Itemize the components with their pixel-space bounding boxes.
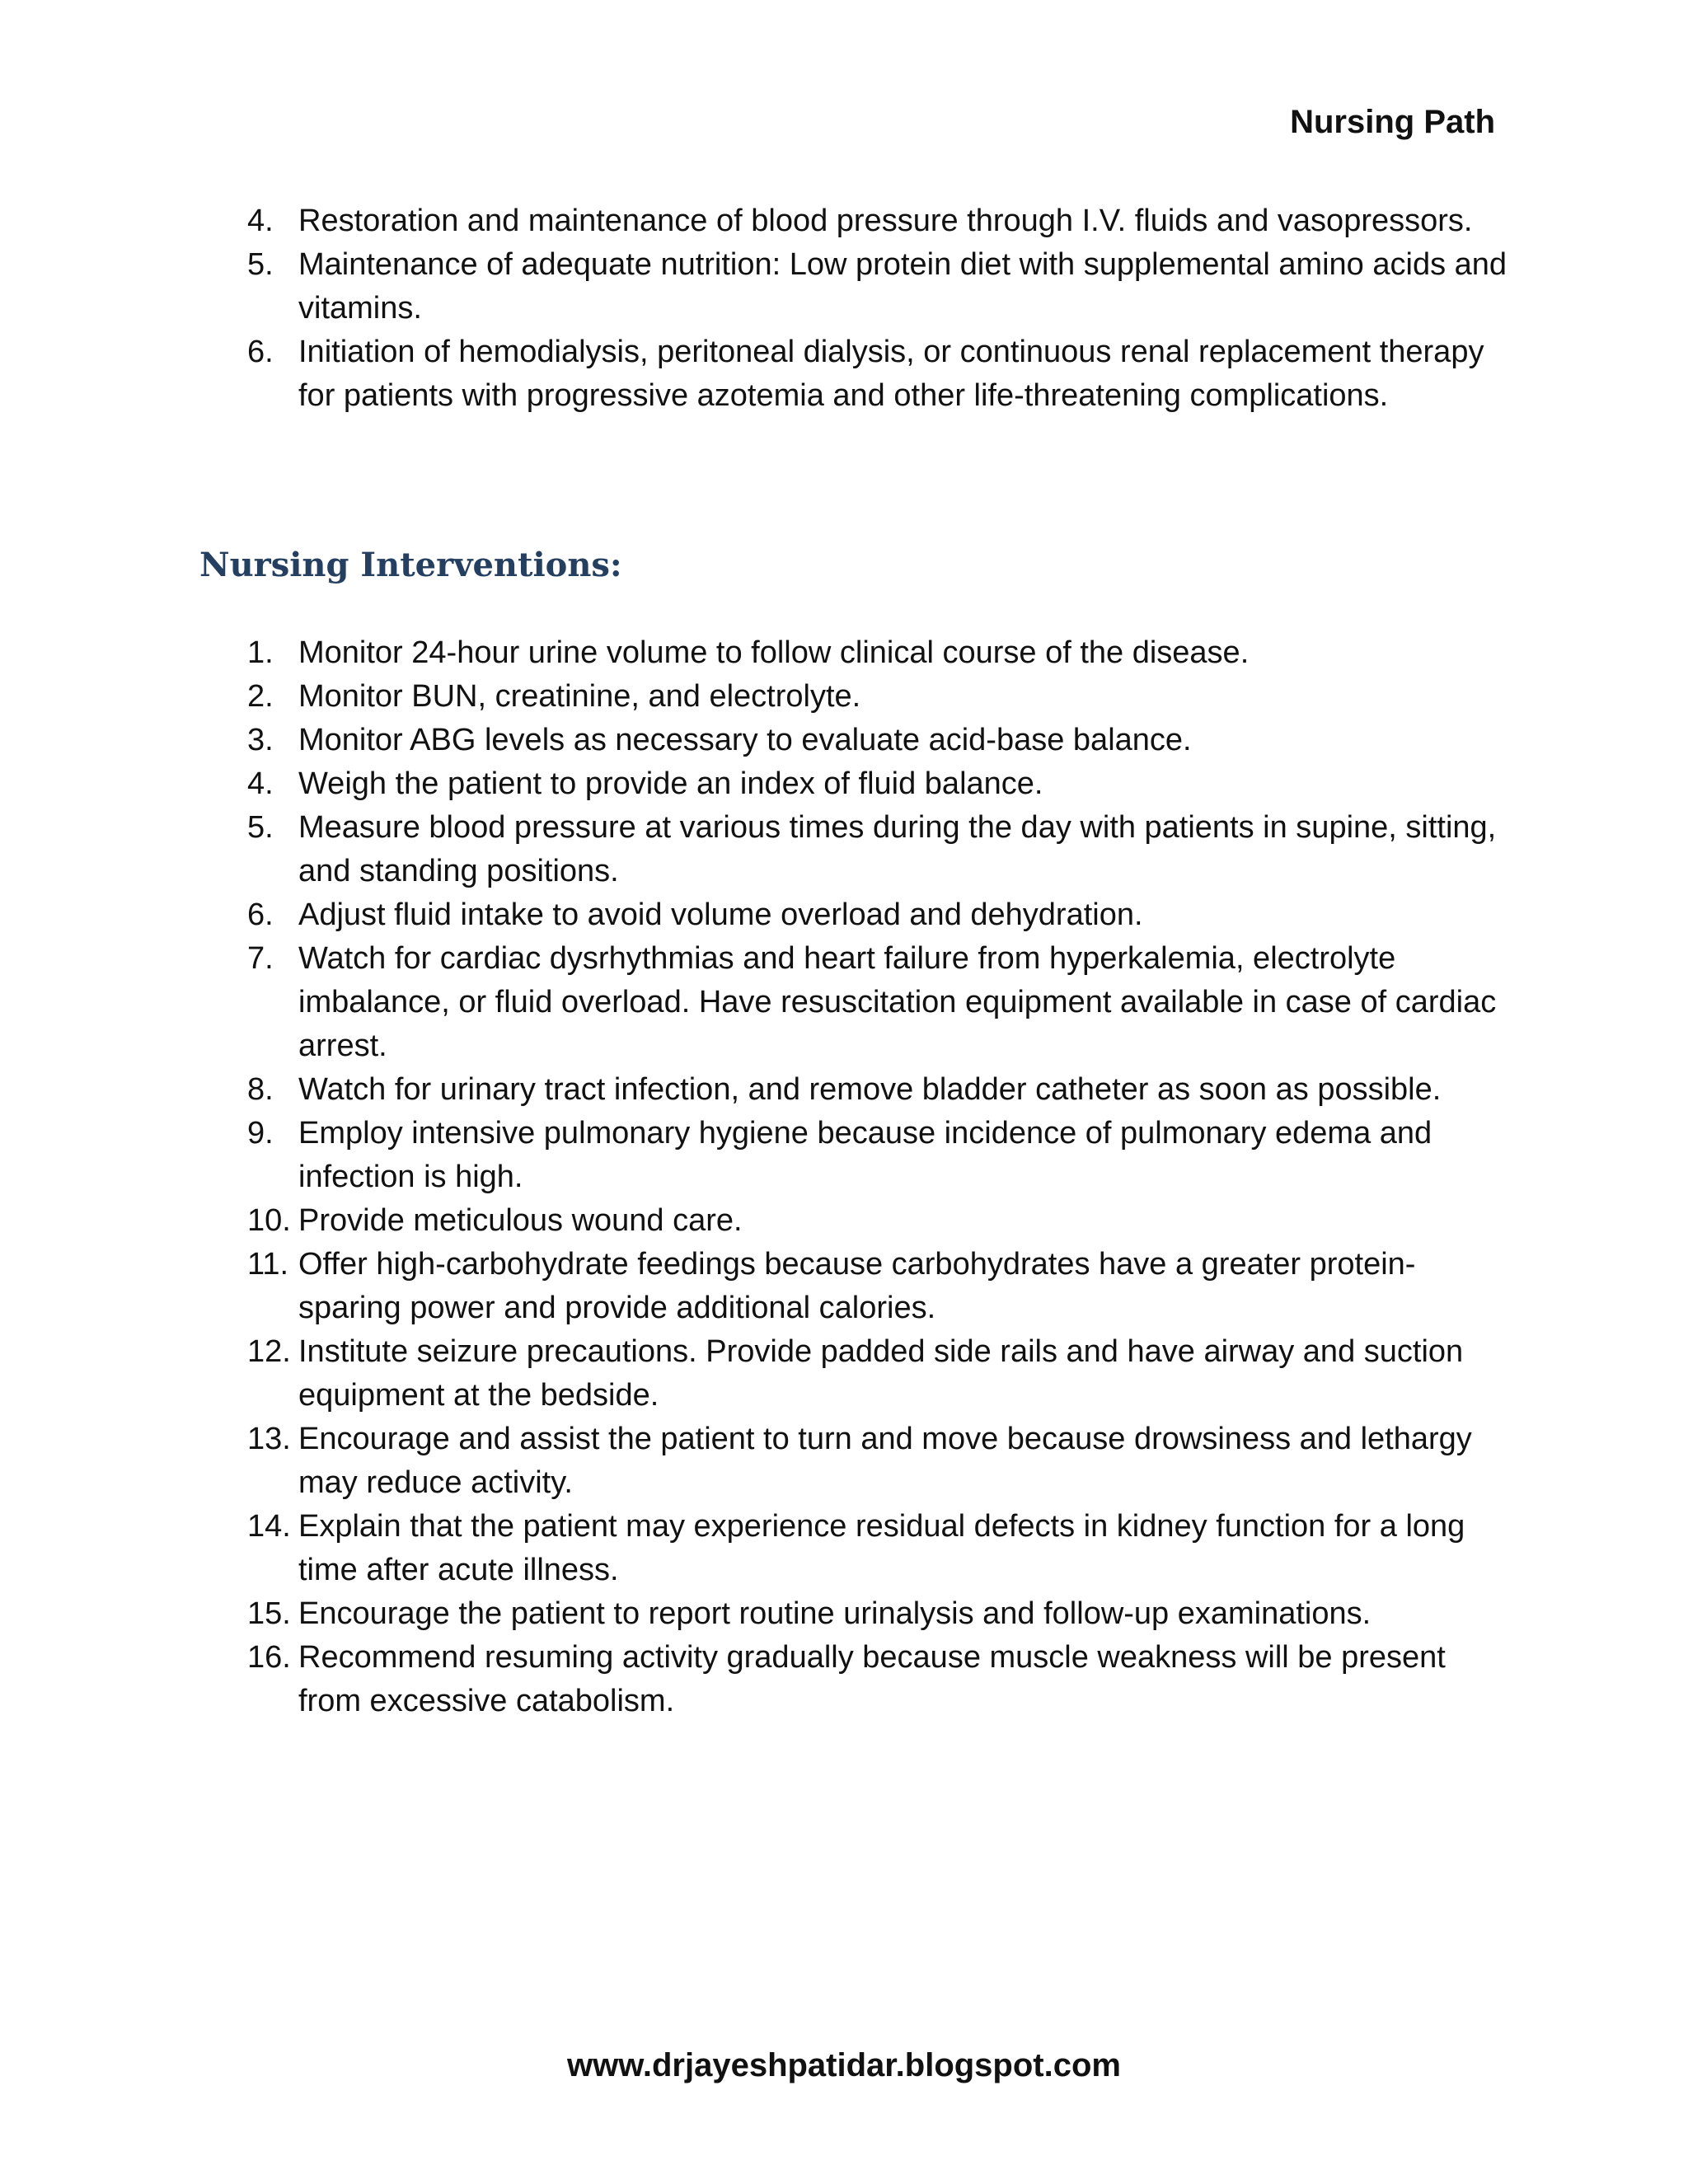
list-item-text: Explain that the patient may experience residual defects in kidney function for a long time after acute illness.	[298, 1509, 1465, 1587]
section-heading-nursing-interventions: Nursing Interventions:	[199, 546, 622, 584]
list-item-number: 6.	[247, 898, 274, 932]
list-item-number: 9.	[247, 1116, 274, 1151]
list-item-text: Offer high-carbohydrate feedings because carbohydrates have a greater protein-sparing power and provide additional calories.	[298, 1247, 1416, 1325]
list-item	[247, 243, 1508, 330]
treatment-list	[247, 199, 1508, 418]
list-item	[247, 893, 1508, 937]
list-item-number: 16.	[247, 1640, 291, 1675]
list-item-text: Monitor 24-hour urine volume to follow clinical course of the disease.	[298, 635, 1250, 670]
list-item-text: Watch for urinary tract infection, and remove bladder catheter as soon as possible.	[298, 1072, 1442, 1107]
list-item-text: Employ intensive pulmonary hygiene because incidence of pulmonary edema and infection is high.	[298, 1116, 1432, 1194]
list-item-number: 10.	[247, 1203, 291, 1238]
list-item-number: 15.	[247, 1596, 291, 1631]
list-item-number: 3.	[247, 723, 274, 757]
list-item-number: 6.	[247, 335, 274, 369]
list-item	[247, 937, 1508, 1068]
list-item	[247, 1199, 1508, 1243]
list-item-text: Weigh the patient to provide an index of fluid balance.	[298, 766, 1043, 801]
list-item-text: Adjust fluid intake to avoid volume overload and dehydration.	[298, 898, 1143, 932]
list-item-number: 4.	[247, 766, 274, 801]
list-item	[247, 199, 1508, 243]
list-item-number: 1.	[247, 635, 274, 670]
list-item	[247, 1636, 1508, 1723]
list-item-text: Encourage and assist the patient to turn and move because drowsiness and lethargy may reduce activity.	[298, 1422, 1472, 1500]
list-item-number: 5.	[247, 810, 274, 845]
list-item-text: Restoration and maintenance of blood pressure through I.V. fluids and vasopressors.	[298, 204, 1473, 238]
footer-website-url: www.drjayeshpatidar.blogspot.com	[567, 2047, 1121, 2083]
list-item-number: 2.	[247, 679, 274, 714]
list-item-text: Watch for cardiac dysrhythmias and heart failure from hyperkalemia, electrolyte imbalance, or fluid overload. Have resuscitation equipment available in case of cardiac arrest.	[298, 941, 1497, 1063]
list-item	[247, 1068, 1508, 1112]
list-item-text: Encourage the patient to report routine urinalysis and follow-up examinations.	[298, 1596, 1372, 1631]
list-item	[247, 1243, 1508, 1330]
list-item-number: 14.	[247, 1509, 291, 1544]
list-item	[247, 675, 1508, 719]
interventions-list	[247, 631, 1508, 1723]
list-item-text: Provide meticulous wound care.	[298, 1203, 743, 1238]
list-item-number: 7.	[247, 941, 274, 976]
list-item-number: 13.	[247, 1422, 291, 1456]
list-item-number: 11.	[247, 1247, 289, 1282]
list-item-text: Maintenance of adequate nutrition: Low protein diet with supplemental amino acids and vitamins.	[298, 247, 1507, 326]
list-item-number: 12.	[247, 1334, 291, 1369]
list-item	[247, 806, 1508, 893]
list-item	[247, 1330, 1508, 1418]
list-item	[247, 719, 1508, 762]
list-item	[247, 1112, 1508, 1199]
list-item-number: 5.	[247, 247, 274, 282]
list-item	[247, 1505, 1508, 1592]
list-item	[247, 1592, 1508, 1636]
list-item-text: Measure blood pressure at various times during the day with patients in supine, sitting, and standing positions.	[298, 810, 1497, 888]
list-item-number: 8.	[247, 1072, 274, 1107]
running-header-title: Nursing Path	[1290, 104, 1495, 140]
list-item	[247, 631, 1508, 675]
list-item	[247, 762, 1508, 806]
list-item-text: Institute seizure precautions. Provide padded side rails and have airway and suction equipment at the bedside.	[298, 1334, 1464, 1413]
list-item-text: Monitor BUN, creatinine, and electrolyte.	[298, 679, 861, 714]
list-item-text: Recommend resuming activity gradually because muscle weakness will be present from excessive catabolism.	[298, 1640, 1446, 1718]
list-item-text: Initiation of hemodialysis, peritoneal dialysis, or continuous renal replacement therapy for patients with progressive azotemia and other life-threatening complications.	[298, 335, 1484, 413]
list-item	[247, 1418, 1508, 1505]
list-item-text: Monitor ABG levels as necessary to evaluate acid-base balance.	[298, 723, 1192, 757]
list-item	[247, 330, 1508, 418]
list-item-number: 4.	[247, 204, 274, 238]
